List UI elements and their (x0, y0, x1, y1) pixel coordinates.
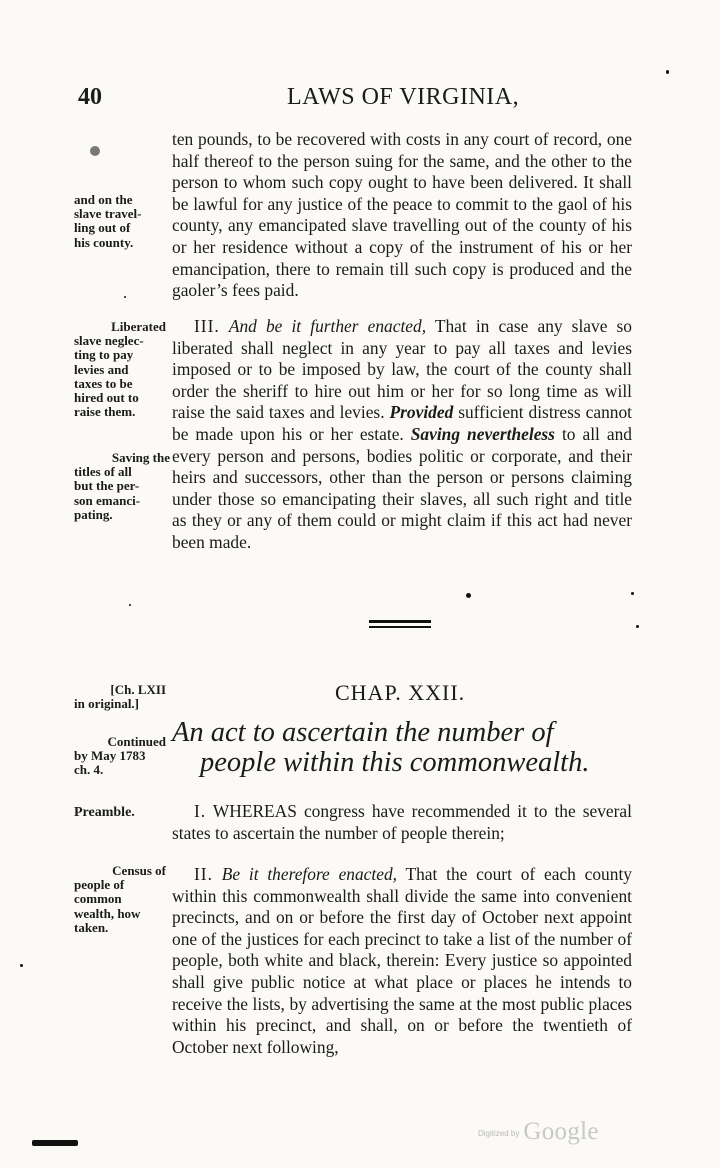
google-logo: Google (523, 1118, 599, 1145)
section-divider (369, 620, 431, 628)
enacting-clause: And be it further enacted, (228, 316, 427, 336)
margin-note-line: Continued (107, 734, 166, 749)
section-number: II. (194, 864, 213, 884)
running-title: LAWS OF VIRGINIA, (287, 84, 520, 110)
margin-note-line: raise them. (74, 404, 136, 420)
margin-note-census (74, 864, 166, 935)
section-text: That in case any slave so liberated shall neglect in any year to pay all taxes and levies imposed or to be imposed by law, the court of the county shall order the sheriff to hire out him or her for so long time as will raise the said taxes and levies. (172, 316, 632, 423)
margin-note-line: ling out of (74, 220, 131, 236)
paragraph-text: ten pounds, to be recovered with costs in any court of record, one half thereof to the person suing for the same, and the other to the person to whom such copy ought to have been delivered. It shall be lawful for any justice of the peace to commit to the gaol of his county, any emancipated slave travelling out of the county of his or her residence without a copy of the instrument of his or her emancipation, there to remain till such copy is produced and the gaoler’s fees paid. (172, 129, 632, 301)
ink-speck (466, 593, 471, 598)
section-text: WHEREAS congress have recommended it to the several states to ascertain the number of people therein; (172, 801, 632, 843)
margin-note-line: Saving the (111, 450, 170, 465)
margin-note-line: titles of all (74, 464, 132, 480)
saving-clause: Saving nevertheless (410, 423, 555, 444)
margin-note-line: wealth, how (74, 905, 141, 921)
margin-note-line: hired out to (74, 390, 139, 406)
margin-note-line: but the per- (74, 478, 140, 494)
ink-speck (20, 964, 23, 967)
margin-note-line: and on the (74, 192, 133, 207)
margin-note-saving-titles (74, 451, 170, 522)
section-two (172, 864, 632, 1058)
paragraph-emancipation-penalty (172, 129, 632, 302)
margin-note-line: his county. (74, 234, 134, 250)
enacting-clause: Be it therefore enacted, (221, 864, 397, 884)
section-number: I. (194, 801, 207, 821)
margin-note-continued (74, 735, 166, 778)
margin-note-chapter-original (74, 683, 166, 711)
ink-speck (666, 70, 669, 74)
ink-speck (129, 604, 131, 606)
margin-note-preamble: Preamble. (74, 805, 135, 820)
section-number: III. (194, 316, 220, 336)
margin-note-line: ting to pay (74, 347, 134, 363)
ink-speck (631, 592, 634, 595)
section-three (172, 316, 632, 554)
margin-note-line: levies and (74, 361, 129, 377)
margin-note-line: slave travel- (74, 206, 142, 222)
edge-smudge (32, 1140, 78, 1146)
section-text: That the court of each county within this commonwealth shall divide the same into convenient precincts, and on or before the first day of October next appoint one of the justices for each precinct to take a list of the number of people, both white and black, therein: Every justice so appointed shall give public notice at what place or places he intends to receive the lists, by advertising the same at the most public places within his precinct, and shall, on or before the twentieth of October next following, (172, 864, 632, 1057)
act-title-line: An act to ascertain the number of (172, 717, 554, 748)
margin-note-line: by May 1783 (74, 748, 146, 764)
section-text: to all and every person and persons, bodies politic or corporate, and their heirs and successors, other than the person or persons claiming under those so emancipating their slaves, all such right and title as they or any of them could or might claim if this act had never been made. (172, 423, 632, 552)
margin-note-line: slave neglec- (74, 333, 144, 349)
margin-note-line: common (74, 891, 122, 907)
act-title-line: people within this commonwealth. (200, 747, 590, 778)
margin-note-line: in original.] (74, 696, 140, 712)
margin-note-line: ch. 4. (74, 762, 104, 778)
digitized-by-text: Digitized by (478, 1129, 520, 1138)
margin-note-line: taken. (74, 919, 109, 935)
ink-blot (90, 146, 100, 156)
act-title (172, 718, 637, 778)
page-number: 40 (78, 84, 102, 110)
margin-note-line: son emanci- (74, 492, 141, 508)
margin-note-slave-travelling (74, 193, 166, 250)
ink-speck (636, 625, 639, 628)
section-text: sufficient distress cannot be made upon his or her estate. (172, 402, 632, 444)
margin-note-line: people of (74, 877, 125, 893)
section-one-preamble (172, 801, 632, 844)
margin-note-line: pating. (74, 506, 113, 522)
ink-speck (124, 296, 126, 298)
margin-note-liberated-slave (74, 320, 166, 419)
chapter-heading: CHAP. XXII. (335, 680, 466, 705)
provided-clause: Provided (389, 402, 454, 423)
google-watermark (478, 1118, 599, 1146)
margin-note-line: [Ch. LXII (110, 682, 166, 697)
margin-note-line: taxes to be (74, 375, 133, 391)
margin-note-line: Census of (112, 863, 166, 878)
margin-note-line: Liberated (111, 319, 166, 334)
